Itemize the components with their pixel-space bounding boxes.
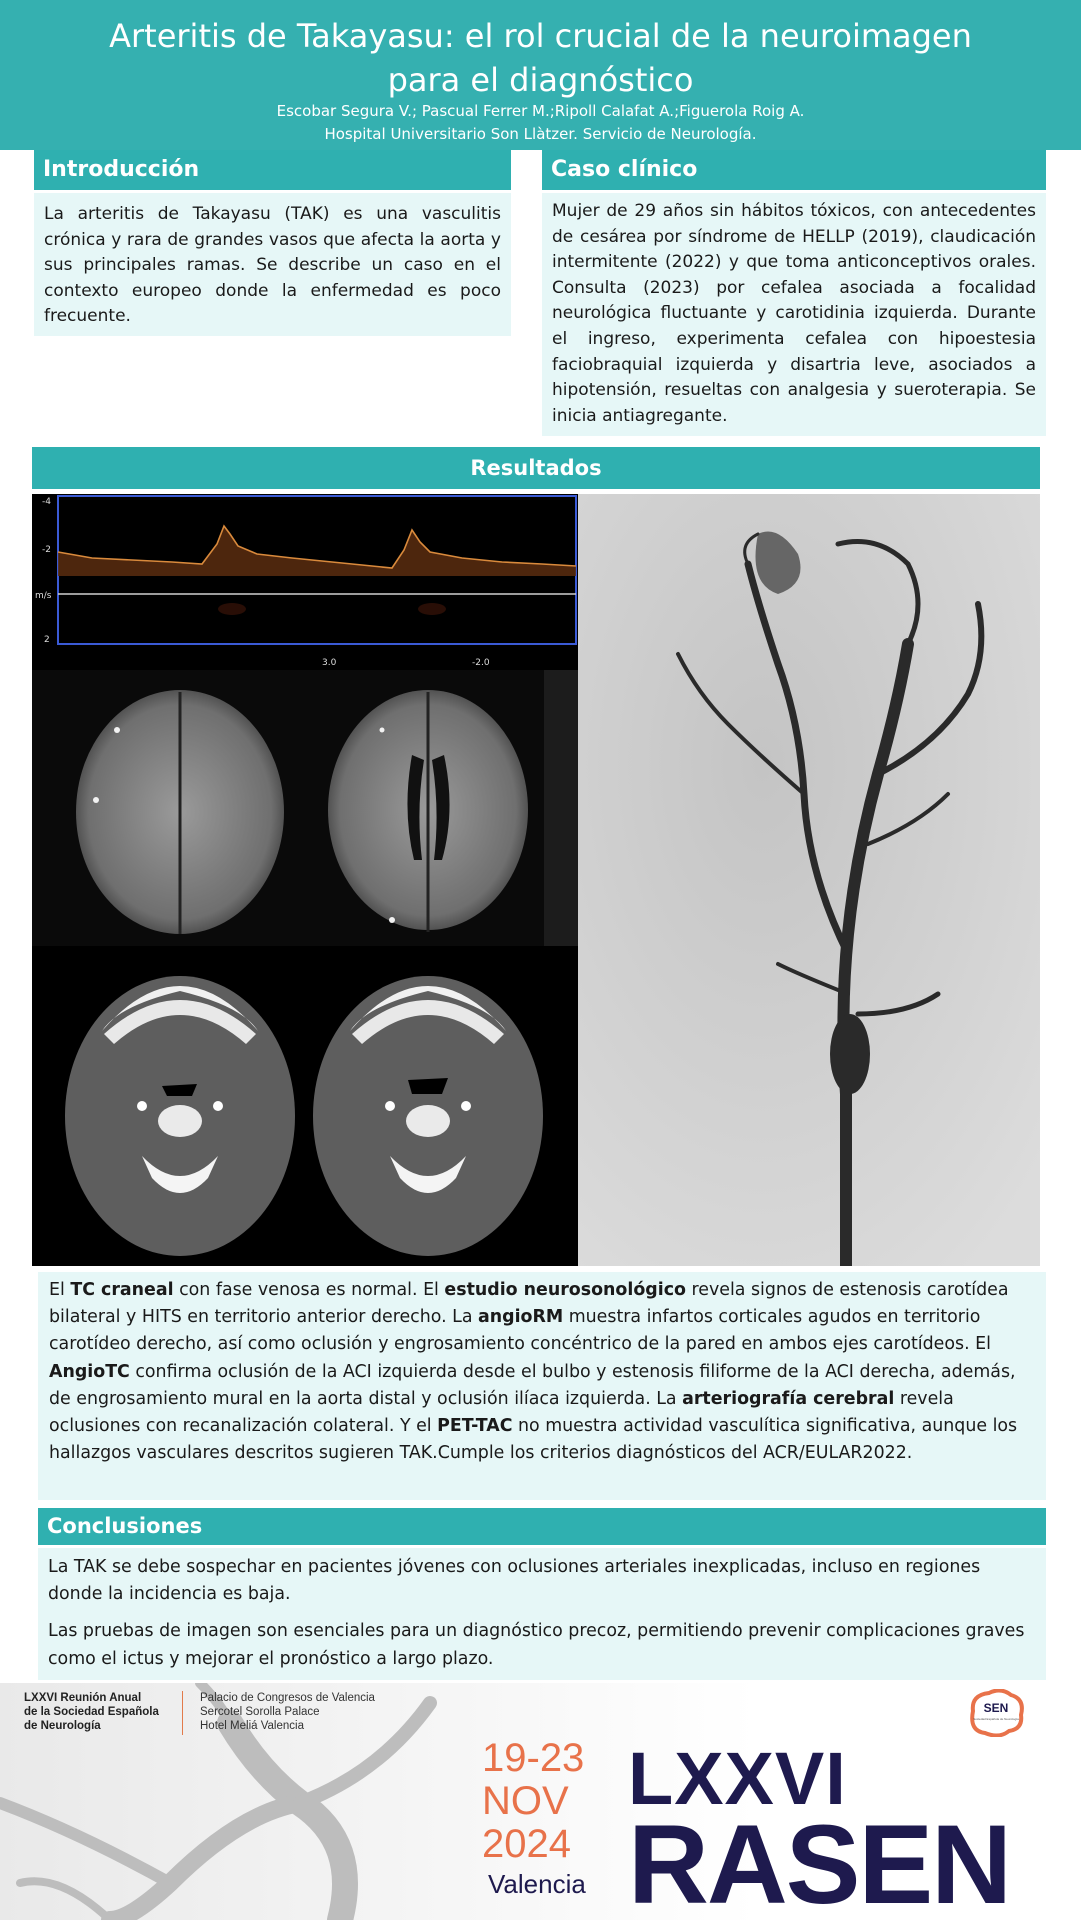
results-bold-tc: TC craneal (70, 1280, 174, 1300)
conclusions-heading: Conclusiones (38, 1508, 1046, 1545)
results-bold-neurosono: estudio neurosonológico (444, 1280, 686, 1300)
results-bold-angiotc: AngioTC (49, 1361, 130, 1382)
venue-line: Hotel Meliá Valencia (200, 1720, 304, 1732)
sen-logo-subtext: Sociedad Española de Neurología (973, 1717, 1019, 1721)
results-text (38, 1272, 1046, 1500)
event-city: Valencia (488, 1869, 586, 1899)
poster-title: Arteritis de Takayasu: el rol crucial de la neuroimagen para el diagnóstico (109, 17, 972, 99)
organizer (24, 1691, 159, 1733)
event-date-month: NOV (482, 1779, 569, 1823)
organizer-line: de Neurología (24, 1720, 101, 1732)
venue (200, 1691, 375, 1733)
intro-heading: Introducción (34, 150, 511, 190)
doppler-image (32, 494, 578, 670)
results-text-span: El (49, 1280, 71, 1300)
doppler-tick-1: -4 (42, 497, 51, 507)
sen-logo-text: SEN (983, 1701, 1009, 1715)
results-heading: Resultados (32, 447, 1040, 489)
organizer-line: LXXVI Reunión Anual (24, 1692, 142, 1704)
angiography-image (578, 494, 1040, 1266)
mri-image (32, 670, 578, 946)
event-name: RASEN (628, 1802, 1011, 1920)
sen-logo (965, 1689, 1027, 1737)
event-edition: LXXVI (628, 1737, 847, 1820)
doppler-x-tick-1: 3.0 (322, 658, 337, 668)
conclusion-paragraph-1: La TAK se debe sospechar en pacientes jóvenes con oclusiones arteriales inexplicadas, incluso en regiones donde la incidencia es baja. (48, 1557, 981, 1605)
intro-text: La arteritis de Takayasu (TAK) es una vasculitis crónica y rara de grandes vasos que afecta la aorta y sus principales ramas. Se describe un caso en el contexto europeo donde la enfermedad es poco frecuente. (34, 193, 511, 336)
authors: Escobar Segura V.; Pascual Ferrer M.;Ripoll Calafat A.;Figuerola Roig A. (276, 102, 805, 120)
case-text: Mujer de 29 años sin hábitos tóxicos, con antecedentes de cesárea por síndrome de HELLP (2019), claudicación intermitente (2022) y que toma anticonceptivos orales. Consulta (2023) por cefalea asociada a focalidad neurológica fluctuante y carotidinia izquierda. Durante el ingreso, experimenta cefalea con hipoestesia faciobraquial izquierda y disartria leve, asociados a hipotensión, resueltas con analgesia y sueroterapia. Se inicia antiagregante. (542, 193, 1046, 436)
results-text-span: revela signos de estenosis carotídea bilateral y HITS en territorio anterior derecho. La (49, 1280, 1009, 1328)
event-date-days: 19-23 (482, 1736, 585, 1780)
ct-image (32, 946, 578, 1266)
conclusion-paragraph-2: Las pruebas de imagen son esenciales para un diagnóstico precoz, permitiendo prevenir complicaciones graves como el ictus y mejorar el pronóstico a largo plazo. (48, 1621, 1025, 1669)
event-date (482, 1737, 602, 1866)
results-text-span: muestra infartos corticales agudos en territorio carotídeo derecho, así como oclusión y engrosamiento concéntrico de la pared en ambos ejes carotídeos. El (49, 1307, 991, 1355)
results-text-span: no muestra actividad vasculítica significativa, aunque los hallazgos vasculares descritos sugieren TAK.Cumple los criterios diagnósticos del ACR/EULAR2022. (49, 1416, 1018, 1464)
doppler-x-tick-2: -2.0 (472, 658, 490, 668)
poster-header (0, 0, 1081, 150)
doppler-tick-3: 2 (44, 635, 50, 645)
conclusions-box (38, 1548, 1046, 1680)
venue-line: Palacio de Congresos de Valencia (200, 1692, 375, 1704)
results-text-span: revela oclusiones con recanalización colateral. Y el (49, 1388, 954, 1437)
event-date-year: 2024 (482, 1822, 571, 1866)
doppler-unit: m/s (35, 591, 52, 601)
case-heading: Caso clínico (542, 150, 1046, 190)
results-bold-angiorm: angioRM (478, 1307, 564, 1328)
organizer-line: de la Sociedad Española (24, 1706, 159, 1718)
venue-line: Sercotel Sorolla Palace (200, 1706, 320, 1718)
results-images (32, 494, 1040, 1266)
results-bold-pettac: PET-TAC (437, 1416, 513, 1437)
footer-divider (182, 1691, 183, 1735)
hospital: Hospital Universitario Son Llàtzer. Servicio de Neurología. (324, 125, 757, 143)
results-text-span: con fase venosa es normal. El (173, 1280, 445, 1300)
results-bold-arteriografia: arteriografía cerebral (682, 1388, 895, 1409)
doppler-tick-2: -2 (42, 545, 51, 555)
congress-footer (0, 1683, 1081, 1920)
results-text-span: confirma oclusión de la ACI izquierda desde el bulbo y estenosis filiforme de la ACI derecha, además, de engrosamiento mural en la aorta distal y oclusión ilíaca izquierda. La (49, 1361, 1016, 1409)
